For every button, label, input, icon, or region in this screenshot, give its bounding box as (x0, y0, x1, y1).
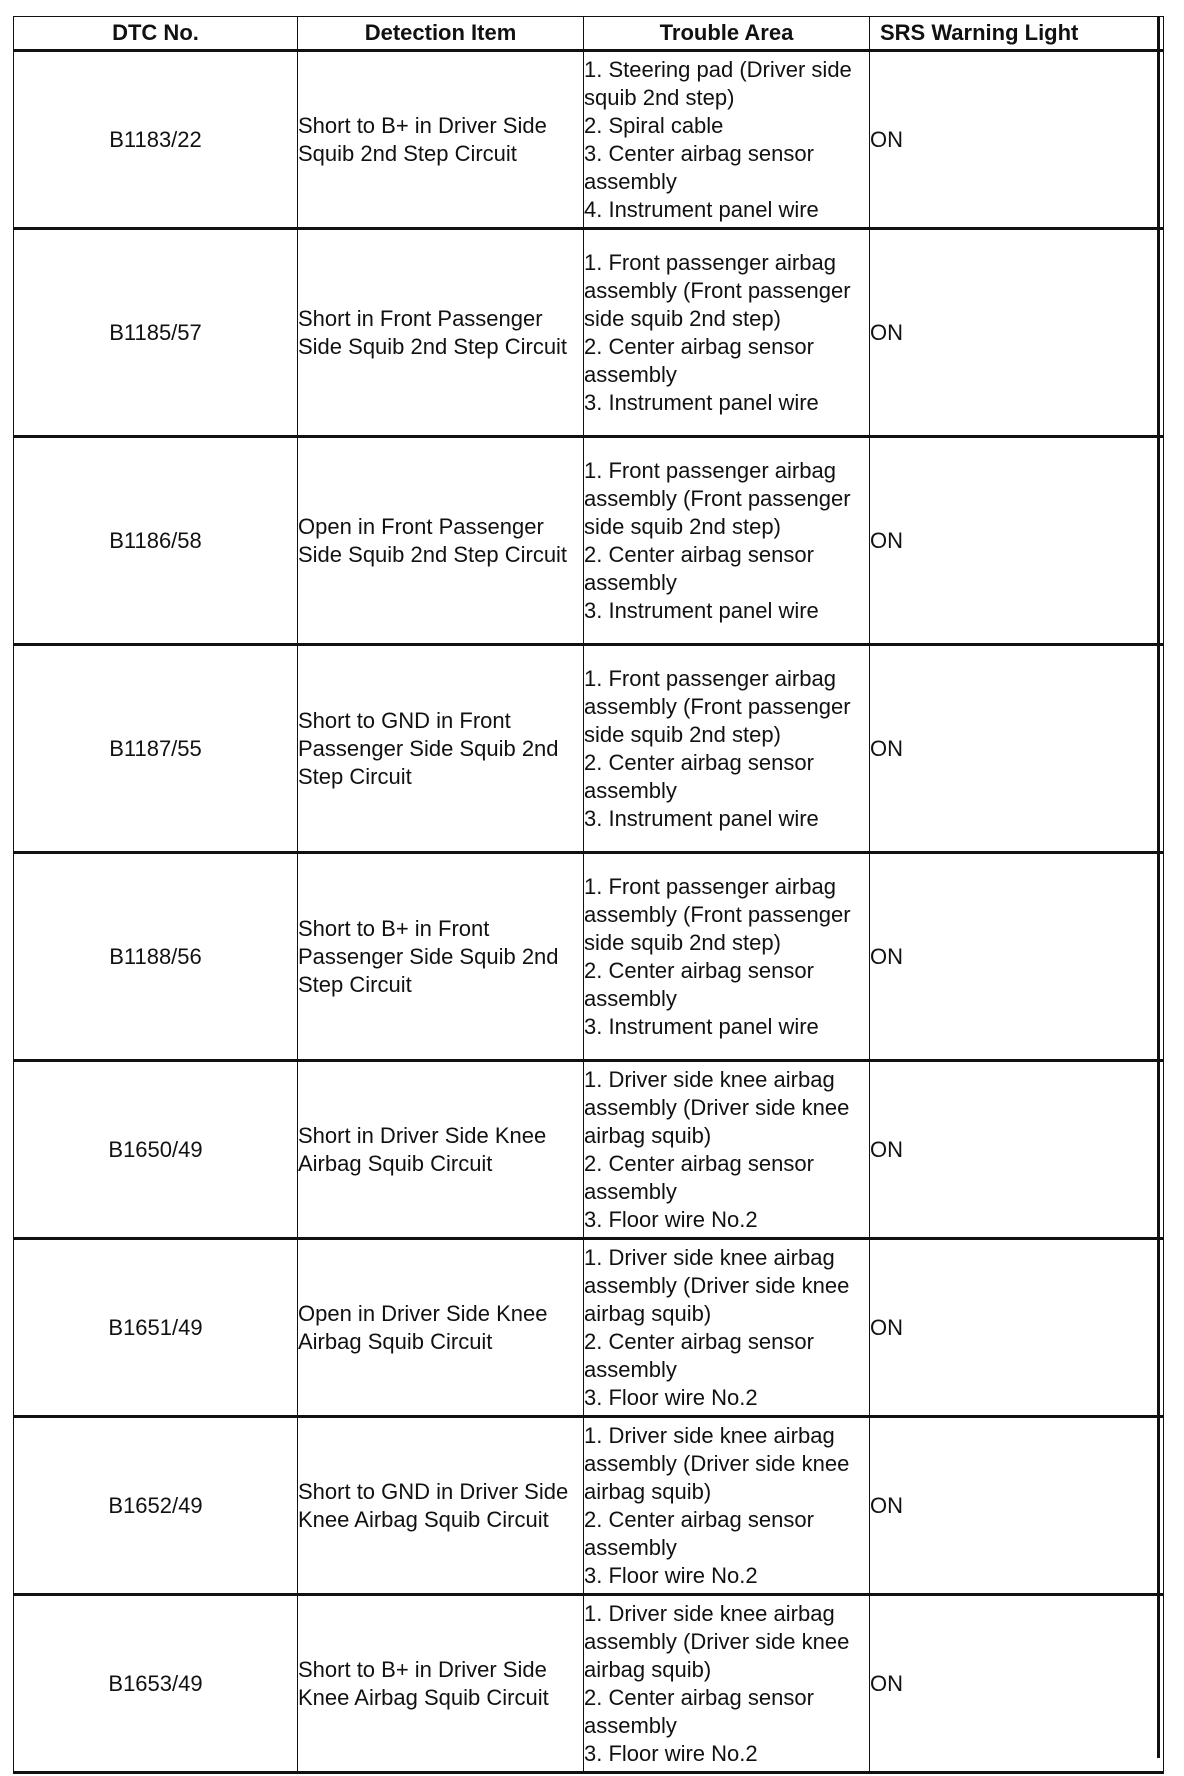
detection-item-cell: Short in Driver Side Knee Airbag Squib Circuit (298, 1061, 584, 1239)
srs-warning-light-cell: ON (870, 437, 1164, 645)
trouble-area-item: 1. Driver side knee airbag assembly (Driver side knee airbag squib) (584, 1066, 850, 1148)
dtc-code-cell: B1653/49 (14, 1595, 298, 1773)
detection-item-cell: Short to GND in Front Passenger Side Squib 2nd Step Circuit (298, 645, 584, 853)
srs-warning-light-cell: ON (870, 1595, 1164, 1773)
header-trouble-area: Trouble Area (584, 17, 870, 51)
trouble-area-item: 1. Front passenger airbag assembly (Front passenger side squib 2nd step) (584, 665, 851, 747)
table-body (14, 51, 1164, 1773)
trouble-area-cell (584, 1595, 870, 1773)
header-dtc-no: DTC No. (14, 17, 298, 51)
trouble-area-item: 3. Instrument panel wire (584, 1013, 819, 1039)
table-right-border (1157, 16, 1160, 1758)
trouble-area-item: 3. Instrument panel wire (584, 389, 819, 415)
dtc-code-cell: B1183/22 (14, 51, 298, 229)
dtc-code-cell: B1186/58 (14, 437, 298, 645)
table-row (14, 437, 1164, 645)
trouble-area-item: 2. Center airbag sensor assembly (584, 1506, 814, 1560)
dtc-code-cell: B1651/49 (14, 1239, 298, 1417)
trouble-area-item: 1. Driver side knee airbag assembly (Driver side knee airbag squib) (584, 1600, 850, 1682)
table-row (14, 1595, 1164, 1773)
trouble-area-item: 1. Front passenger airbag assembly (Front passenger side squib 2nd step) (584, 457, 851, 539)
trouble-area-item: 2. Spiral cable (584, 112, 724, 138)
trouble-area-cell (584, 1417, 870, 1595)
trouble-area-item: 1. Front passenger airbag assembly (Front passenger side squib 2nd step) (584, 873, 851, 955)
table-header-row (14, 17, 1164, 51)
trouble-area-item: 2. Center airbag sensor assembly (584, 957, 814, 1011)
trouble-area-item: 3. Floor wire No.2 (584, 1740, 758, 1766)
table-row (14, 853, 1164, 1061)
trouble-area-item: 4. Instrument panel wire (584, 196, 819, 222)
table-row (14, 1239, 1164, 1417)
table-row (14, 229, 1164, 437)
dtc-code-cell: B1185/57 (14, 229, 298, 437)
srs-warning-light-cell: ON (870, 1239, 1164, 1417)
dtc-table (13, 16, 1164, 1774)
table-row (14, 1061, 1164, 1239)
trouble-area-item: 3. Instrument panel wire (584, 805, 819, 831)
trouble-area-item: 3. Center airbag sensor assembly (584, 140, 814, 194)
trouble-area-item: 3. Floor wire No.2 (584, 1206, 758, 1232)
srs-warning-light-cell: ON (870, 1417, 1164, 1595)
dtc-code-cell: B1650/49 (14, 1061, 298, 1239)
detection-item-cell: Open in Front Passenger Side Squib 2nd Step Circuit (298, 437, 584, 645)
srs-warning-light-cell: ON (870, 853, 1164, 1061)
trouble-area-item: 3. Instrument panel wire (584, 597, 819, 623)
trouble-area-item: 1. Steering pad (Driver side squib 2nd step) (584, 56, 852, 110)
trouble-area-cell (584, 51, 870, 229)
table-row (14, 51, 1164, 229)
trouble-area-cell (584, 645, 870, 853)
dtc-code-cell: B1187/55 (14, 645, 298, 853)
trouble-area-item: 1. Driver side knee airbag assembly (Driver side knee airbag squib) (584, 1244, 850, 1326)
trouble-area-item: 3. Floor wire No.2 (584, 1384, 758, 1410)
table-row (14, 645, 1164, 853)
detection-item-cell: Short to B+ in Front Passenger Side Squib 2nd Step Circuit (298, 853, 584, 1061)
srs-warning-light-cell: ON (870, 51, 1164, 229)
header-srs-warning-light: SRS Warning Light (870, 17, 1164, 51)
detection-item-cell: Short in Front Passenger Side Squib 2nd Step Circuit (298, 229, 584, 437)
trouble-area-item: 2. Center airbag sensor assembly (584, 333, 814, 387)
dtc-code-cell: B1652/49 (14, 1417, 298, 1595)
trouble-area-item: 1. Driver side knee airbag assembly (Driver side knee airbag squib) (584, 1422, 850, 1504)
trouble-area-cell (584, 853, 870, 1061)
srs-warning-light-cell: ON (870, 645, 1164, 853)
srs-warning-light-cell: ON (870, 229, 1164, 437)
trouble-area-cell (584, 1061, 870, 1239)
trouble-area-item: 2. Center airbag sensor assembly (584, 1328, 814, 1382)
detection-item-cell: Short to B+ in Driver Side Squib 2nd Step Circuit (298, 51, 584, 229)
dtc-code-cell: B1188/56 (14, 853, 298, 1061)
trouble-area-item: 3. Floor wire No.2 (584, 1562, 758, 1588)
trouble-area-item: 2. Center airbag sensor assembly (584, 1684, 814, 1738)
detection-item-cell: Open in Driver Side Knee Airbag Squib Circuit (298, 1239, 584, 1417)
srs-warning-light-cell: ON (870, 1061, 1164, 1239)
trouble-area-item: 1. Front passenger airbag assembly (Front passenger side squib 2nd step) (584, 249, 851, 331)
trouble-area-item: 2. Center airbag sensor assembly (584, 1150, 814, 1204)
detection-item-cell: Short to GND in Driver Side Knee Airbag Squib Circuit (298, 1417, 584, 1595)
trouble-area-cell (584, 437, 870, 645)
table-row (14, 1417, 1164, 1595)
trouble-area-cell (584, 229, 870, 437)
trouble-area-cell (584, 1239, 870, 1417)
trouble-area-item: 2. Center airbag sensor assembly (584, 749, 814, 803)
detection-item-cell: Short to B+ in Driver Side Knee Airbag Squib Circuit (298, 1595, 584, 1773)
trouble-area-item: 2. Center airbag sensor assembly (584, 541, 814, 595)
header-detection-item: Detection Item (298, 17, 584, 51)
